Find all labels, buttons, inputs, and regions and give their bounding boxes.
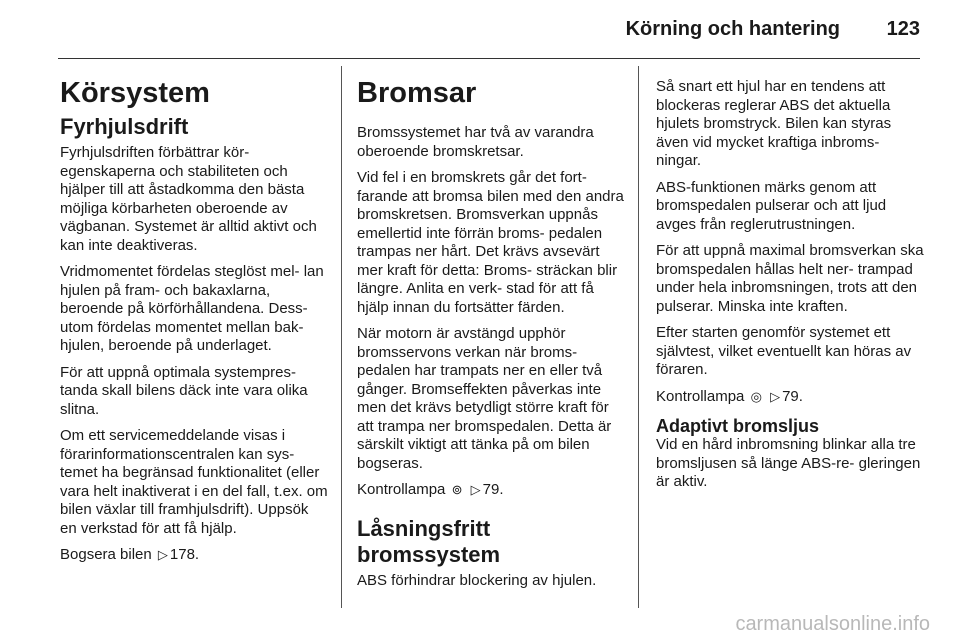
paragraph-with-ref (60, 546, 328, 565)
page-ref-arrow-icon: ▷ (157, 547, 168, 562)
paragraph: ABS förhindrar blockering av hjulen. (357, 571, 597, 589)
paragraph: Vid en hård inbromsning blinkar alla tre bromsljusen så länge ABS-re- gleringen är aktiv. (656, 436, 921, 490)
paragraph: Bromssystemet har två av varandra oberoende bromskretsar. (357, 124, 594, 160)
column-2 (357, 66, 625, 598)
page-ref-link[interactable]: 178. (169, 546, 200, 563)
section-heading: Körsystem (60, 77, 210, 109)
page-ref-arrow-icon: ▷ (770, 388, 781, 404)
paragraph: Så snart ett hjul har en tendens att blockeras reglerar ABS det aktuella hjulets bromstryck. Bilen kan styras även vid mycket kraftiga inbroms- ningar. (656, 78, 892, 169)
paragraph: Efter starten genomför systemet ett självtest, vilket eventuellt kan höras av föraren. (656, 324, 912, 378)
page-ref-link[interactable]: 79. (482, 481, 504, 498)
brake-warning-lamp-icon: ⊚ (451, 482, 463, 497)
paragraph: Fyrhjulsdriften förbättrar kör- egenskaperna och stabiliteten och hjälper till att åstadkomma den bästa möjliga körbarheten oberoende av vägbanan. Systemet är alltid aktivt och kan inte deaktiveras. (60, 144, 317, 254)
paragraph: Om ett servicemeddelande visas i förarinformationscentralen kan sys- temet ha begränsad funktionalitet (eller vara helt inaktiverat i en del fall, t.ex. om bilen växlar till framhjulsdrift). Uppsök en verkstad för att få hjälp. (60, 427, 328, 537)
column-3 (656, 78, 924, 500)
header-divider (58, 58, 920, 59)
column-divider (638, 66, 639, 608)
chapter-title: Körning och hantering (625, 18, 840, 40)
page-number: 123 (886, 18, 920, 40)
subsection-heading: Låsningsfritt bromssystem (357, 515, 501, 567)
paragraph: För att uppnå optimala systempres- tanda skall bilens däck inte vara olika slitna. (60, 363, 308, 418)
watermark: carmanualsonline.info (735, 613, 930, 635)
paragraph: Vridmomentet fördelas steglöst mel- lan hjulen på fram- och bakaxlarna, beroende på körförhållandena. Dess- utom fördelas momentet mellan bak- hjulen, beroende på underlaget. (60, 263, 324, 354)
paragraph-with-ref (357, 481, 625, 500)
paragraph-text: Kontrollampa (656, 387, 745, 405)
page-ref-link[interactable]: 79. (782, 387, 803, 405)
page-ref-arrow-icon: ▷ (470, 482, 481, 497)
paragraph: När motorn är avstängd upphör bromsservons verkan när broms- pedalen har trampats ner en eller två gånger. Bromseffekten påverkas inte men det krävs betydligt större kraft för att trampa ner bromspedalen. Detta är särskilt viktigt att tänka på om bilen bogseras. (357, 325, 612, 472)
paragraph-text: Kontrollampa (357, 481, 446, 498)
page-header (0, 0, 960, 60)
paragraph: Vid fel i en bromskrets går det fort- farande att bromsa bilen med den andra bromskretsen. Bromsverkan uppnås emellertid inte förrän broms- pedalen trampas ner hårt. Det krävs avsevärt mer kraft för detta: Broms- sträckan blir längre. Anlita en verk- stad för att få hjälp innan du fortsätter färden. (357, 169, 624, 316)
column-1 (60, 66, 328, 573)
paragraph-text: Bogsera bilen (60, 546, 152, 563)
paragraph-with-ref (656, 388, 924, 407)
paragraph: För att uppnå maximal bromsverkan ska bromspedalen hållas helt ner- trampad under hela inbromsningen, trots att den pulserar. Minska inte kraften. (656, 242, 924, 315)
section-heading: Bromsar (357, 77, 477, 109)
subsection-heading: Fyrhjulsdrift (60, 114, 189, 139)
subsection-heading: Adaptivt bromsljus (656, 416, 820, 436)
paragraph: ABS-funktionen märks genom att bromspedalen pulserar och att ljud avges från reglerutrustningen. (656, 178, 887, 233)
abs-warning-lamp-icon: ◎ (750, 388, 762, 404)
column-divider (341, 66, 342, 608)
